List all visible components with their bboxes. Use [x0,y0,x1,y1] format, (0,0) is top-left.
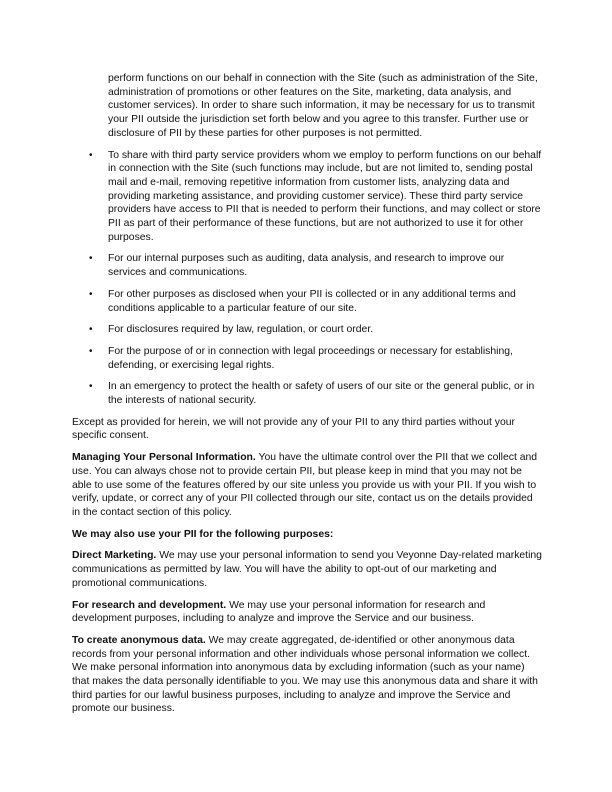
bullet-icon: • [89,324,93,336]
list-item-text: In an emergency to protect the health or safety of users of our site or the general public, or in the interests of national security. [108,381,535,407]
continued-paragraph: perform functions on our behalf in connection with the Site (such as administration of the Site, administration of promotions or other features on the Site, marketing, data analysis, and customer services). In order to share such information, it may be necessary for us to transmit your PII outside the jurisdiction set forth below and you agree to this transfer. Further use or disclosure of PII by these parties for other purposes is not permitted. [108,73,538,139]
list-item-text: For the purpose of or in connection with legal proceedings or necessary for establishing, defending, or exercising legal rights. [108,345,513,371]
list-item [72,149,542,245]
list-item-text: For our internal purposes such as auditing, data analysis, and research to improve our services and communications. [108,253,505,279]
list-item [72,323,542,337]
bullet-icon: • [89,149,93,161]
managing-text: You have the ultimate control over the PII that we collect and use. You can always chose not to provide certain PII, but please keep in mind that you may not be able to use some of the features offered by our site unless you provide us with your PII. If you wish to verify, update, or correct any of your PII collected through our site, contact us on the details provided in the contact section of this policy. [72,452,538,518]
list-item [72,288,542,315]
bullet-icon: • [89,253,93,265]
direct-marketing-heading: Direct Marketing. [72,550,157,562]
research-heading: For research and development. [72,599,227,611]
list-item-text: For disclosures required by law, regulation, or court order. [108,324,374,336]
list-item [72,252,542,279]
list-item-text: For other purposes as disclosed when your PII is collected or in any additional terms and conditions applicable to a particular feature of our site. [108,288,516,314]
consent-paragraph: Except as provided for herein, we will not provide any of your PII to any third parties without your specific consent. [72,416,515,442]
page-content [72,72,542,724]
bullet-icon: • [89,345,93,357]
managing-heading: Managing Your Personal Information. [72,452,256,464]
list-item-text: To share with third party service providers whom we employ to perform functions on our behalf in connection with the Site (such functions may include, but are not limited to, sending postal mail and e-mail, removing repetitive information from customer lists, analyzing data and providing marketing assistance, and providing customer service). These third party service providers have access to PII that is needed to perform their functions, and may collect or store PII as part of their performance of these functions, but are not authorized to use it for other purposes. [108,149,542,243]
research-text: We may use your personal information for research and development purposes, including to analyze and improve the Service and our business. [72,599,486,625]
list-item [72,380,542,407]
bullet-icon: • [89,381,93,393]
purposes-heading [72,528,542,542]
managing-paragraph [72,451,542,520]
anonymous-data-text: We may create aggregated, de-identified or other anonymous data records from your personal information and other individuals whose personal information we collect. We make personal information into anonymous data by excluding information (such as your name) that makes the data personally identifiable to you. We may use this anonymous data and share it with third parties for our lawful business purposes, including to analyze and improve the Service and promote our business. [72,634,538,715]
anonymous-data-paragraph [72,634,542,716]
direct-marketing-paragraph [72,549,542,590]
purposes-heading-text: We may also use your PII for the following purposes: [72,528,334,540]
research-paragraph [72,599,542,626]
list-item [72,345,542,372]
anonymous-data-heading: To create anonymous data. [72,634,206,646]
direct-marketing-text: We may use your personal information to send you Veyonne Day-related marketing communications as permitted by law. You will have the ability to opt-out of our marketing and promotional communications. [72,550,542,589]
disclosure-list [72,149,542,408]
bullet-icon: • [89,288,93,300]
